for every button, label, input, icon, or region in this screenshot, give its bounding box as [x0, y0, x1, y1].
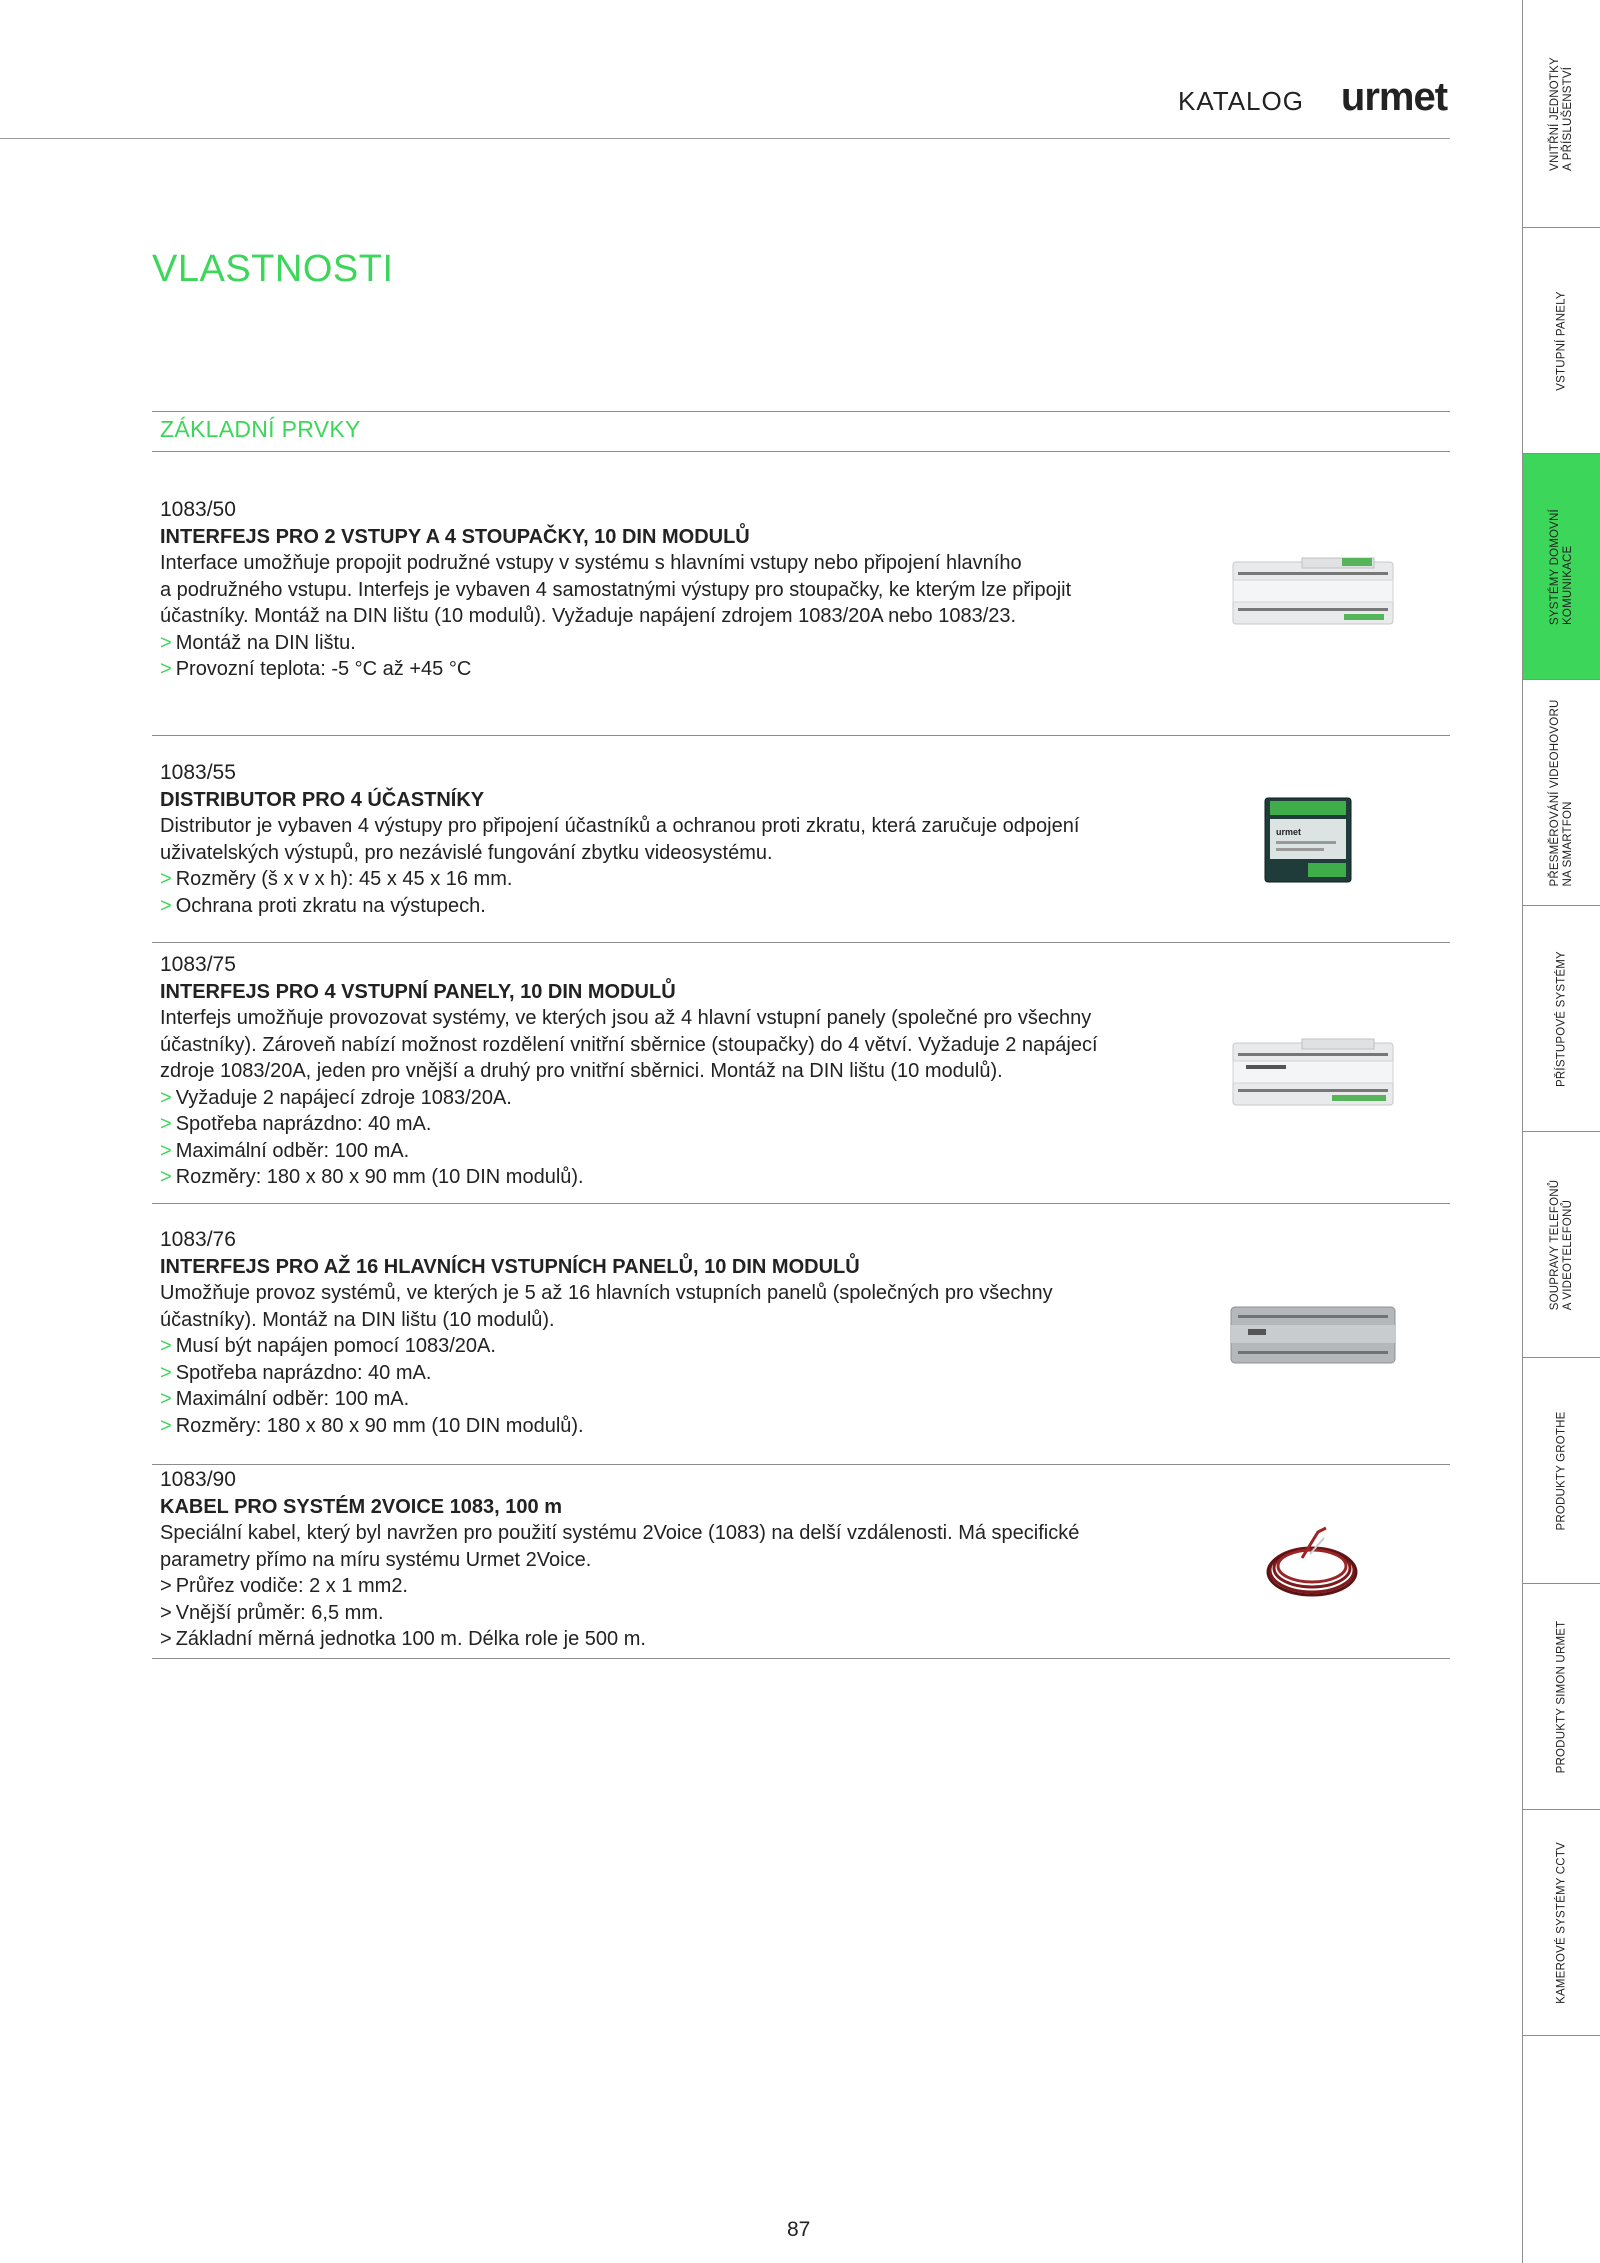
- product-divider: [152, 1658, 1450, 1659]
- device-label: urmet: [1276, 827, 1302, 837]
- sidebar-tab-label: VNITŘNÍ JEDNOTKY A PŘÍSLUŠENSTVÍ: [1549, 56, 1574, 171]
- product-code: 1083/75: [160, 953, 236, 976]
- din-interface-image: [1232, 556, 1394, 628]
- product-code: 1083/55: [160, 761, 236, 784]
- page-number: 87: [787, 2218, 811, 2241]
- distributor-image: [1264, 797, 1352, 883]
- catalog-label: KATALOG: [1178, 86, 1304, 116]
- bullet-marker: >: [160, 1628, 172, 1650]
- bullet-marker: >: [160, 1166, 172, 1188]
- product-divider: [152, 1203, 1450, 1204]
- product-1083-90: [160, 1467, 1160, 1653]
- product-code: 1083/76: [160, 1228, 236, 1251]
- product-1083-50: [160, 497, 1160, 683]
- spec-bullet: > Ochrana proti zkratu na výstupech.: [160, 894, 486, 917]
- spec-bullet: > Montáž na DIN lištu.: [160, 631, 356, 654]
- bullet-marker: >: [160, 1388, 172, 1410]
- product-name: KABEL PRO SYSTÉM 2VOICE 1083, 100 m: [160, 1495, 563, 1518]
- spec-bullet: > Maximální odběr: 100 mA.: [160, 1139, 410, 1162]
- spec-bullet: > Rozměry: 180 x 80 x 90 mm (10 DIN modulů).: [160, 1414, 584, 1437]
- bullet-marker: >: [160, 1139, 172, 1162]
- spec-bullet: > Průřez vodiče: 2 x 1 mm2.: [160, 1575, 408, 1597]
- description-line: účastníky). Zároveň nabízí možnost rozdělení vnitřní sběrnice (stoupačky) do 4 větví. Vyžaduje 2 napájecí: [160, 1033, 1098, 1056]
- bullet-marker: >: [160, 1414, 172, 1437]
- product-code: 1083/50: [160, 498, 236, 521]
- description-line: Interfejs umožňuje provozovat systémy, ve kterých jsou až 4 hlavní vstupní panely (společné pro všechny: [160, 1007, 1092, 1029]
- sidebar-tab-label: PŘESMĚROVÁNÍ VIDEOHOVORU NA SMARTFON: [1549, 699, 1574, 886]
- page-title: VLASTNOSTI: [152, 248, 394, 290]
- bullet-marker: >: [160, 1086, 172, 1109]
- bullet-marker: >: [160, 658, 172, 680]
- bullet-marker: >: [160, 1335, 172, 1357]
- din-interface-grey-image: [1230, 1301, 1396, 1369]
- product-name: INTERFEJS PRO 4 VSTUPNÍ PANELY, 10 DIN MODULŮ: [160, 980, 676, 1003]
- bullet-marker: >: [160, 894, 172, 917]
- sidebar-tab-entrance-panels[interactable]: [1523, 228, 1600, 454]
- product-1083-76: [160, 1227, 1160, 1439]
- description-line: a podružného vstupu. Interfejs je vybaven 4 samostatnými výstupy pro stoupačky, ke kterým lze připojit: [160, 578, 1072, 601]
- description-line: účastníky). Montáž na DIN lištu (10 modulů).: [160, 1308, 555, 1331]
- section-bottom-rule: [152, 451, 1450, 452]
- description-line: Interface umožňuje propojit podružné vstupy v systému s hlavními vstupy nebo připojení hlavního: [160, 552, 1022, 574]
- description-line: zdroje 1083/20A, jeden pro vnější a druhý pro vnitřní sběrnici. Montáž na DIN lištu (10 modulů).: [160, 1060, 1003, 1082]
- sidebar-tab-grothe[interactable]: [1523, 1358, 1600, 1584]
- spec-bullet: > Spotřeba naprázdno: 40 mA.: [160, 1361, 432, 1384]
- spec-bullet: > Rozměry (š x v x h): 45 x 45 x 16 mm.: [160, 868, 513, 890]
- cable-coil-image: [1262, 1518, 1362, 1598]
- sidebar-tab-label: SOUPRAVY TELEFONŮ A VIDEOTELEFONŮ: [1549, 1179, 1574, 1310]
- description-line: Speciální kabel, který byl navržen pro použití systému 2Voice (1083) na delší vzdálenosti. Má specifické: [160, 1522, 1080, 1544]
- sidebar-tab-intercom-systems[interactable]: [1523, 454, 1600, 680]
- urmet-logo-text: urmet: [1340, 75, 1448, 118]
- bullet-marker: >: [160, 868, 172, 890]
- sidebar-tab-phone-kits[interactable]: [1523, 1132, 1600, 1358]
- product-divider: [152, 942, 1450, 943]
- urmet-logo: [1338, 74, 1450, 118]
- product-name: DISTRIBUTOR PRO 4 ÚČASTNÍKY: [160, 788, 485, 811]
- product-1083-75: [160, 952, 1160, 1191]
- description-line: účastníky. Montáž na DIN lištu (10 modulů). Vyžaduje napájení zdrojem 1083/20A nebo 1083/23.: [160, 605, 1017, 627]
- product-name: INTERFEJS PRO AŽ 16 HLAVNÍCH VSTUPNÍCH PANELŮ, 10 DIN MODULŮ: [160, 1255, 860, 1278]
- sidebar-tab-label: KAMEROVÉ SYSTÉMY CCTV: [1555, 1841, 1568, 2004]
- description-line: Umožňuje provoz systémů, ve kterých je 5 až 16 hlavních vstupních panelů (společných pro všechny: [160, 1282, 1053, 1304]
- spec-bullet: > Musí být napájen pomocí 1083/20A.: [160, 1335, 496, 1357]
- bullet-marker: >: [160, 1113, 172, 1135]
- product-name: INTERFEJS PRO 2 VSTUPY A 4 STOUPAČKY, 10 DIN MODULŮ: [160, 525, 750, 548]
- product-code: 1083/90: [160, 1468, 236, 1491]
- description-line: Distributor je vybaven 4 výstupy pro připojení účastníků a ochranou proti zkratu, která zaručuje odpojení: [160, 815, 1080, 837]
- spec-bullet: > Provozní teplota: -5 °C až +45 °C: [160, 658, 472, 680]
- sidebar-tab-label: PŘÍSTUPOVÉ SYSTÉMY: [1555, 950, 1568, 1087]
- sidebar-tab-label: PRODUKTY GROTHE: [1555, 1410, 1568, 1531]
- din-interface-image: [1232, 1037, 1394, 1111]
- sidebar-tab-label: VSTUPNÍ PANELY: [1555, 290, 1568, 391]
- bullet-marker: >: [160, 631, 172, 654]
- sidebar-tab-label: PRODUKTY SIMON URMET: [1555, 1620, 1568, 1773]
- description-line: parametry přímo na míru systému Urmet 2Voice.: [160, 1548, 592, 1571]
- description-line: uživatelských výstupů, pro nezávislé fungování zbytku videosystému.: [160, 841, 773, 864]
- chapter-sidebar: [1522, 0, 1600, 2263]
- section-title: ZÁKLADNÍ PRVKY: [160, 416, 361, 442]
- header-rule: [0, 138, 1450, 139]
- sidebar-tab-label: SYSTÉMY DOMOVNÍ KOMUNIKACE: [1549, 508, 1574, 625]
- spec-bullet: > Maximální odběr: 100 mA.: [160, 1388, 410, 1410]
- product-1083-55: [160, 760, 1160, 919]
- spec-bullet: > Vyžaduje 2 napájecí zdroje 1083/20A.: [160, 1086, 512, 1109]
- sidebar-tab-simon-urmet[interactable]: [1523, 1584, 1600, 1810]
- section-top-rule: [152, 411, 1450, 412]
- spec-bullet: > Rozměry: 180 x 80 x 90 mm (10 DIN modulů).: [160, 1166, 584, 1188]
- bullet-marker: >: [160, 1361, 172, 1384]
- spec-bullet: > Spotřeba naprázdno: 40 mA.: [160, 1113, 432, 1135]
- spec-bullet: > Základní měrná jednotka 100 m. Délka role je 500 m.: [160, 1628, 646, 1650]
- bullet-marker: >: [160, 1575, 172, 1597]
- bullet-marker: >: [160, 1601, 172, 1624]
- sidebar-tab-indoor-units[interactable]: [1523, 0, 1600, 228]
- product-divider: [152, 1464, 1450, 1465]
- product-divider: [152, 735, 1450, 736]
- sidebar-tab-call-forwarding[interactable]: [1523, 680, 1600, 906]
- sidebar-tab-access-systems[interactable]: [1523, 906, 1600, 1132]
- sidebar-tab-cctv[interactable]: [1523, 1810, 1600, 2036]
- spec-bullet: > Vnější průměr: 6,5 mm.: [160, 1601, 384, 1624]
